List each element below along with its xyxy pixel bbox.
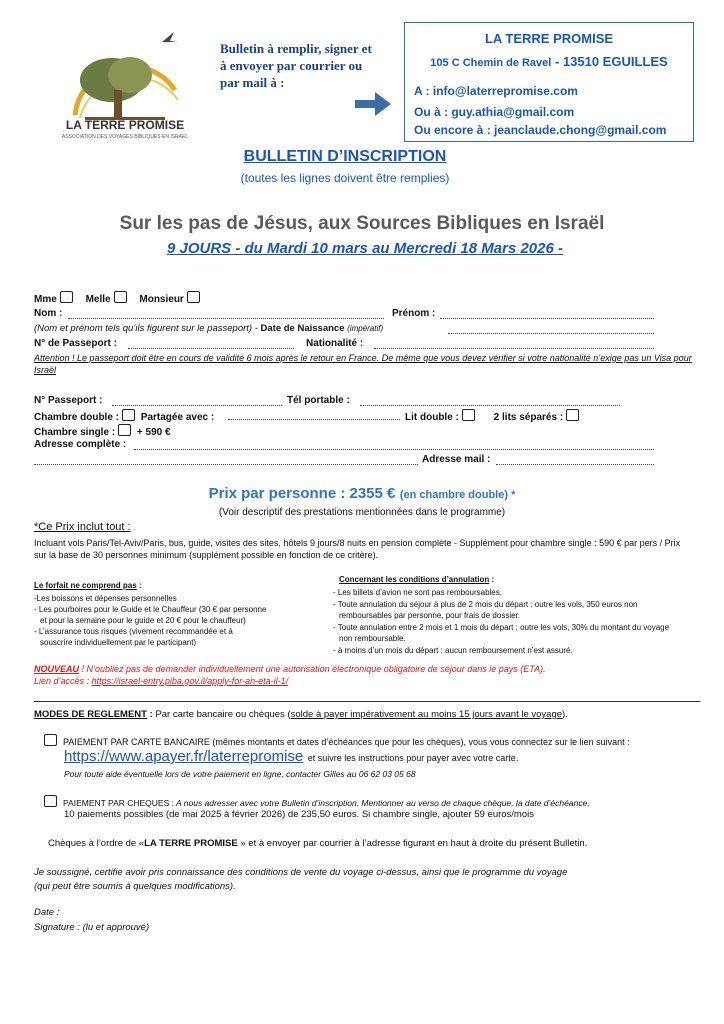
cb-help: Pour toute aide éventuelle lors de votre paiement en ligne, contacter Gilles au 06 62 03 05 68 <box>64 769 416 779</box>
deux-lits-checkbox[interactable] <box>566 409 579 421</box>
chambre-double-label: Chambre double : <box>34 412 120 423</box>
mme-checkbox[interactable] <box>60 291 73 303</box>
dob-label: Date de Naissance <box>260 323 345 334</box>
instruction-line: Bulletin à remplir, signer et <box>220 41 372 56</box>
date-label: Date : <box>34 907 60 918</box>
annulation-list <box>333 587 669 656</box>
email-line <box>414 105 574 119</box>
chq-row <box>44 795 590 808</box>
list-item: et pour la semaine pour le guide et 20 € pour le chauffeur) <box>40 616 246 625</box>
email-link[interactable]: info@laterrepromise.com <box>432 84 578 98</box>
chq-checkbox[interactable] <box>44 795 57 807</box>
chq-italic: A nous adresser avec votre Bulletin d’inscription. Mentionner au verso de chaque chèque, la date d’échéance. <box>174 798 590 808</box>
order-name: LA TERRE PROMISE <box>144 838 238 849</box>
cb-checkbox[interactable] <box>44 734 57 746</box>
nationalite-label: Nationalité : <box>306 338 364 349</box>
lit-double-checkbox[interactable] <box>462 409 475 421</box>
partagee-label: Partagée avec : <box>140 412 215 423</box>
tel-field[interactable] <box>360 405 620 406</box>
list-item: remboursables par personne, pour frais de dossier. <box>339 611 520 620</box>
instruction-line: par mail à : <box>220 75 285 90</box>
list-item: souscrire individuellement par le participant) <box>40 638 197 647</box>
certification <box>34 866 567 894</box>
page-subtitle: (toutes les lignes doivent être remplies) <box>240 171 450 185</box>
logo-name: LA TERRE PROMISE <box>65 118 185 132</box>
deux-lits-label: 2 lits séparés : <box>493 412 564 423</box>
logo-tagline: ASSOCIATION DES VOYAGES BIBLIQUES EN ISRAEL <box>61 134 189 140</box>
nouveau-row <box>34 664 546 674</box>
passport2-label: N° Passeport : <box>34 395 103 406</box>
email-line <box>414 123 666 137</box>
price-sub: (Voir descriptif des prestations mentionnées dans le programme) <box>218 507 506 518</box>
annulation-colon: : <box>489 575 495 584</box>
passport-num-field[interactable] <box>128 348 294 349</box>
price-row <box>0 485 724 503</box>
page-title: BULLETIN D’INSCRIPTION <box>243 148 447 165</box>
price-main: Prix par personne : 2355 € <box>208 485 396 502</box>
divider <box>34 701 700 702</box>
logo <box>50 20 200 145</box>
forfait-title-row <box>34 581 142 590</box>
nom-field[interactable] <box>68 318 384 319</box>
list-item: - Toute annulation du séjour à plus de 2 mois du départ : outre les vols, 350 euros non <box>333 599 638 609</box>
list-item: - L’assurance tous risques (vivement recommandée et à <box>34 627 233 636</box>
cb-text: PAIEMENT PAR CARTE BANCAIRE (mêmes montants et dates d’échéances que pour les chèques), vous vous connectez sur le lien suivant : <box>63 737 630 747</box>
civility-row <box>34 291 203 305</box>
mlle-checkbox[interactable] <box>114 291 127 303</box>
lit-double-row <box>405 409 582 423</box>
passport-warning: Attention ! Le passeport doit être en cours de validité 6 mois après le retour en France. De même que vous devez vérifier si votre nationalité n’exige pas un Visa pour Israël <box>34 353 692 375</box>
mail-label: Adresse mail : <box>422 454 491 465</box>
list-item: -Les boissons et dépenses personnelles <box>34 594 177 603</box>
email-link[interactable]: jeanclaude.chong@gmail.com <box>494 123 667 137</box>
signature-label: Signature : (lu et approuvé) <box>34 922 150 933</box>
passport-note: (Nom et prénom tels qu’ils figurent sur le passeport) - <box>34 323 258 334</box>
trip-title: Sur les pas de Jésus, aux Sources Bibliques en Israël <box>119 213 605 234</box>
list-item: - Les billets d’avion ne sont pas remboursables. <box>333 588 502 597</box>
email-prefix: A : <box>414 84 433 98</box>
passport-num-label: N° de Passeport : <box>34 338 117 349</box>
forfait-title: Le forfait ne comprend pas <box>34 581 137 590</box>
chambre-single-row <box>34 424 171 438</box>
instruction-line: à envoyer par courrier ou <box>220 58 363 73</box>
arrow-right-icon <box>355 92 391 116</box>
reglement-intro: Par carte bancaire ou chèques ( <box>152 709 291 720</box>
single-price: + 590 € <box>136 427 171 438</box>
city: 13510 EGUILLES <box>562 54 668 69</box>
adresse-field-2[interactable] <box>34 464 418 465</box>
address-box <box>404 22 694 142</box>
eta-link[interactable]: https://israel-entry.piba.gov.il/apply-for-an-eta-il-1/ <box>91 676 289 686</box>
eta-link-row <box>34 676 288 686</box>
dob-field[interactable] <box>448 333 654 334</box>
instructions <box>220 40 372 91</box>
reglement-title: MODES DE REGLEMENT <box>34 709 147 720</box>
certify-line: Je soussigné, certifie avoir pris connaissance des conditions de vente du voyage ci-dessus, ainsi que le programme du voyage <box>34 867 568 878</box>
mlle-label: Melle <box>85 294 111 305</box>
address-sep: - <box>551 54 563 69</box>
email-link[interactable]: guy.athia@gmail.com <box>451 105 575 119</box>
cb-row <box>44 734 630 747</box>
email-prefix: Ou à : <box>414 105 452 119</box>
dob-note: (impératif) <box>347 324 384 333</box>
chambre-double-row <box>34 409 214 423</box>
street: 105 C Chemin de Ravel <box>430 57 552 69</box>
adresse-label: Adresse complète : <box>34 439 127 450</box>
list-item: - Toute annulation entre 2 mois et 1 mois du départ : outre les vols, 30% du montant du voyage <box>333 622 670 632</box>
list-item: - à moins d’un mois du départ : aucun remboursement n’est assuré. <box>333 645 573 655</box>
passport2-field[interactable] <box>112 405 282 406</box>
forfait-colon: : <box>136 581 142 590</box>
eta-link-label: Lien d’accès : <box>34 676 90 686</box>
monsieur-label: Monsieur <box>139 294 184 305</box>
address-org: LA TERRE PROMISE <box>484 31 614 46</box>
included-title: *Ce Prix inclut tout : <box>34 521 131 533</box>
prenom-field[interactable] <box>440 318 654 319</box>
cb-link-row <box>64 748 518 766</box>
annulation-title: Concernant les conditions d’annulation <box>339 575 490 584</box>
chambre-single-checkbox[interactable] <box>118 424 131 436</box>
olive-tree-logo-icon <box>50 20 200 125</box>
cb-follow: et suivre les instructions pour payer avec votre carte. <box>307 753 519 763</box>
prenom-label: Prénom : <box>392 308 436 319</box>
cb-link[interactable]: https://www.apayer.fr/laterrepromise <box>64 748 304 765</box>
reglement-intro-ul: solde à payer impérativement au moins 15 jours avant le voyage <box>290 709 563 720</box>
lit-double-label: Lit double : <box>405 412 459 423</box>
nom-label: Nom : <box>34 308 63 319</box>
annulation-title-row <box>339 575 494 584</box>
chambre-single-label: Chambre single : <box>34 427 116 438</box>
list-item: non remboursable. <box>339 634 406 643</box>
reglement-intro-end: ). <box>562 709 568 720</box>
passport-note-row <box>34 323 383 334</box>
nouveau-label: NOUVEAU <box>34 664 80 674</box>
forfait-list <box>34 593 266 648</box>
order-pre: Chèques à l’ordre de « <box>48 838 145 849</box>
chq-detail: 10 paiements possibles (de mai 2025 à février 2026) de 235,50 euros. Si chambre single, ajouter 59 euros/mois <box>64 809 534 820</box>
certify-line: (qui peut être soumis à quelques modifications). <box>34 881 236 892</box>
chq-label: PAIEMENT PAR CHEQUES : <box>63 798 174 808</box>
included-text: Incluant vols Paris/Tel-Aviv/Paris, bus, guide, visites des sites, hôtels 9 jours/8 nuits en pension complète - Supplément pour chambre single : 590 € par pers / Prix sur la base de 30 personnes minimum (supplément possible en fonction de ce critère). <box>34 538 681 560</box>
nouveau-text: ! N’oubliez pas de demander individuellement une autorisation électronique obligatoire de séjour dans le pays (ETA). <box>79 664 546 674</box>
partagee-field[interactable] <box>228 419 400 420</box>
list-item: - Les pourboires pour le Guide et le Chauffeur (30 € par personne <box>34 605 267 614</box>
address-street <box>405 53 693 71</box>
monsieur-checkbox[interactable] <box>187 291 200 303</box>
trip-dates: 9 JOURS - du Mardi 10 mars au Mercredi 18 Mars 2026 - <box>167 240 563 257</box>
mail-field[interactable] <box>496 464 654 465</box>
nationalite-field[interactable] <box>374 348 654 349</box>
reglement-colon: : <box>146 709 153 720</box>
adresse-field[interactable] <box>134 449 654 450</box>
chambre-double-checkbox[interactable] <box>122 409 135 421</box>
cheque-order-row <box>48 838 587 849</box>
email-line <box>414 84 578 98</box>
mme-label: Mme <box>34 294 57 305</box>
price-note: (en chambre double) * <box>399 489 516 501</box>
order-post: » et à envoyer par courrier à l’adresse figurant en haut à droite du présent Bulletin. <box>237 838 588 849</box>
tel-label: Tél portable : <box>287 395 350 406</box>
email-prefix: Ou encore à : <box>414 123 495 137</box>
reglement-row <box>34 709 568 720</box>
